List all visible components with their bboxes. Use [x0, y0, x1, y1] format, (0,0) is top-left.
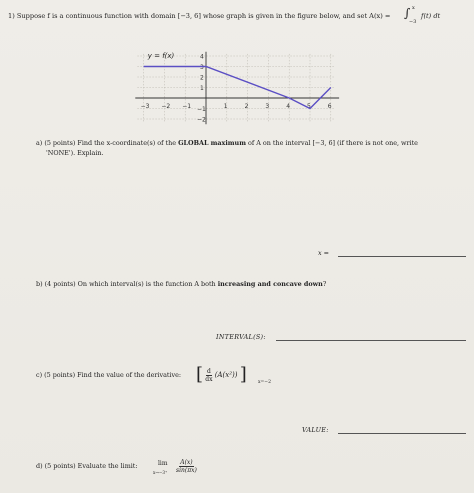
bracket-left: [: [196, 364, 204, 385]
x-tick-label: −3: [140, 103, 150, 110]
limit-subscript: x→−3⁺: [153, 470, 168, 475]
integral-lower-limit: −3: [409, 19, 417, 25]
bracket-right: ]: [239, 364, 247, 385]
y-tick-label: 2: [200, 74, 204, 82]
x-tick-label: 6: [327, 103, 332, 110]
limit-lim: lim: [158, 460, 168, 467]
y-tick-label: −2: [197, 116, 206, 124]
integral-upper-limit: x: [412, 5, 415, 11]
part-c-question: c) (5 points) Find the value of the derivative:: [36, 371, 182, 379]
part-c-expression: [196, 360, 247, 390]
function-label: y = f(x): [147, 52, 175, 61]
part-a-bold: GLOBAL maximum: [178, 139, 246, 147]
part-b-answer-line[interactable]: [276, 340, 466, 341]
limit-den: sin(πx): [176, 466, 197, 474]
derivative-expr: (A(x²)): [214, 371, 238, 379]
part-a-text-1: a) (5 points) Find the x-coordinate(s) of the: [36, 139, 177, 147]
x-tick-label: 5: [307, 103, 311, 110]
derivative-fraction: [205, 368, 212, 383]
problem-statement: [8, 12, 390, 21]
part-b-text-a: b) (4 points) On which interval(s) is the function A both: [36, 280, 216, 288]
problem-intro: 1) Suppose f is a continuous function with domain [−3, 6] whose graph is given in the figure below, and set A(x) =: [8, 12, 391, 20]
x-tick-label: 1: [223, 103, 228, 110]
part-c-answer-line[interactable]: [338, 433, 466, 434]
limit-num: A(x): [180, 458, 193, 466]
part-b-question: [36, 280, 326, 289]
part-c-answer-label: VALUE:: [302, 426, 329, 434]
part-a-answer-line[interactable]: [338, 256, 466, 257]
derivative-num: d: [206, 367, 211, 375]
part-a-answer-label: x =: [318, 249, 329, 257]
x-tick-label: 2: [244, 103, 249, 110]
part-a-text-1b: of A on the interval [−3, 6] (if there is not one, write: [248, 139, 418, 147]
part-a-question: [36, 139, 418, 148]
y-tick-label: 4: [200, 53, 204, 61]
y-tick-label: −1: [197, 106, 206, 113]
integral-sign: ∫: [404, 6, 411, 20]
x-tick-label: −1: [182, 103, 192, 110]
part-d-question: d) (5 points) Evaluate the limit:: [36, 462, 138, 470]
part-b-text-b: ?: [322, 280, 327, 288]
x-tick-label: 4: [286, 103, 291, 110]
integral-expression: f(t) dt: [421, 12, 441, 20]
x-tick-label: 3: [265, 103, 270, 110]
part-a-text-2: 'NONE'). Explain.: [46, 149, 104, 157]
part-b-answer-label: INTERVAL(S):: [216, 333, 266, 341]
y-tick-label: 1: [200, 85, 204, 92]
limit-fraction-wrap: [176, 455, 197, 477]
limit-fraction: [176, 459, 197, 474]
y-tick-label: 3: [200, 64, 204, 71]
derivative-den: dx: [205, 375, 213, 383]
x-tick-label: −2: [161, 103, 171, 110]
part-c-subscript: x=−2: [258, 380, 271, 385]
part-b-bold: increasing and concave down: [217, 280, 323, 288]
